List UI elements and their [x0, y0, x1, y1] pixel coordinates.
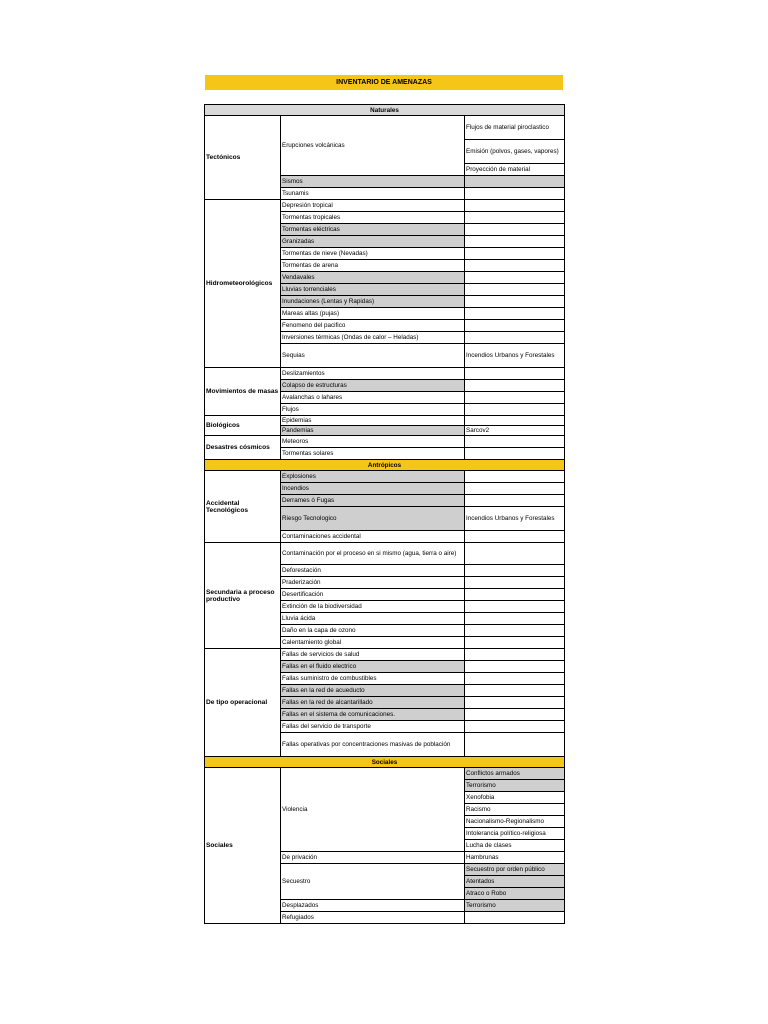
row-flujos: Flujos — [281, 404, 465, 416]
section-antropicos: Antrópicos — [205, 460, 565, 471]
cell-empty — [465, 368, 565, 380]
row-conflictos-armados: Conflictos armados — [465, 768, 565, 780]
row-incendios-urbanos: Incendios Urbanos y Forestales — [465, 344, 565, 368]
row-vendavales: Vendavales — [281, 272, 465, 284]
row-fallas-combustibles: Fallas suministro de combustibles — [281, 673, 465, 685]
cell-empty — [465, 212, 565, 224]
row-granizadas: Granizadas — [281, 236, 465, 248]
cell-empty — [465, 697, 565, 709]
cell-empty — [465, 236, 565, 248]
cell-empty — [465, 272, 565, 284]
row-desertificacion: Desertificación — [281, 589, 465, 601]
cell-empty — [465, 721, 565, 733]
row-fallas-salud: Fallas de servicios de salud — [281, 649, 465, 661]
cell-empty — [465, 320, 565, 332]
row-tormentas-tropicales: Tormentas tropicales — [281, 212, 465, 224]
cell-empty — [465, 380, 565, 392]
cell-empty — [465, 577, 565, 589]
row-tormentas-electricas: Tormentas eléctricas — [281, 224, 465, 236]
row-explosiones: Explosiones — [281, 471, 465, 483]
row-calentamiento: Calentamiento global — [281, 637, 465, 649]
cell-empty — [465, 176, 565, 188]
cell-empty — [465, 332, 565, 344]
cell-empty — [465, 188, 565, 200]
row-fallas-transporte: Fallas del servicio de transporte — [281, 721, 465, 733]
row-fallas-alcantarillado: Fallas en la red de alcantarillado — [281, 697, 465, 709]
group-desastres-cosmicos: Desastres cósmicos — [205, 436, 281, 460]
row-extincion: Extinción de la biodiversidad — [281, 601, 465, 613]
row-sismos: Sismos — [281, 176, 465, 188]
row-derrames: Derrames ó Fugas — [281, 495, 465, 507]
row-deforestacion: Deforestación — [281, 565, 465, 577]
row-incendios: Incendios — [281, 483, 465, 495]
cell-empty — [465, 673, 565, 685]
row-terrorismo-2: Terrorismo — [465, 900, 565, 912]
cell-empty — [465, 709, 565, 721]
group-movimientos-masas: Movimientos de masas — [205, 368, 281, 416]
cell-empty — [465, 912, 565, 924]
row-hambrunas: Hambrunas — [465, 852, 565, 864]
cell-empty — [465, 733, 565, 757]
cell-empty — [465, 649, 565, 661]
document-title: INVENTARIO DE AMENAZAS — [205, 75, 563, 90]
row-meteoros: Meteoros — [281, 436, 465, 448]
row-riesgo-tecnologico: Riesgo Tecnologico — [281, 507, 465, 531]
cell-empty — [465, 661, 565, 673]
row-depresion: Depresión tropical — [281, 200, 465, 212]
group-sociales: Sociales — [205, 768, 281, 924]
cell-empty — [465, 625, 565, 637]
row-inundaciones: Inundaciones (Lentas y Rapidas) — [281, 296, 465, 308]
row-emision: Emisión (polvos, gases, vapores) — [465, 140, 565, 164]
row-atentados: Atentados — [465, 876, 565, 888]
section-sociales: Sociales — [205, 757, 565, 768]
row-privacion: De privación — [281, 852, 465, 864]
cell-empty — [465, 224, 565, 236]
row-sarcov2: Sarcov2 — [465, 426, 565, 436]
cell-empty — [465, 685, 565, 697]
row-lluvia-acida: Lluvia ácida — [281, 613, 465, 625]
cell-empty — [465, 436, 565, 448]
cell-empty — [465, 531, 565, 543]
row-fenomeno: Fenomeno del pacifico — [281, 320, 465, 332]
cell-empty — [465, 296, 565, 308]
row-contaminaciones: Contaminaciones accidental — [281, 531, 465, 543]
threat-inventory-table — [204, 104, 565, 924]
row-mareas: Mareas altas (pujas) — [281, 308, 465, 320]
row-fallas-fluido: Fallas en el fluido electrico — [281, 661, 465, 673]
cell-empty — [465, 404, 565, 416]
row-fallas-comunicaciones: Fallas en el sistema de comunicaciones. — [281, 709, 465, 721]
row-colapso: Colapso de estructuras — [281, 380, 465, 392]
row-nacionalismo: Nacionalismo-Regionalismo — [465, 816, 565, 828]
row-avalanchas: Avalanchas o lahares — [281, 392, 465, 404]
row-racismo: Racismo — [465, 804, 565, 816]
group-tectonicos: Tectónicos — [205, 116, 281, 200]
cell-empty — [465, 637, 565, 649]
cell-empty — [465, 308, 565, 320]
row-desplazados: Desplazados — [281, 900, 465, 912]
cell-empty — [465, 200, 565, 212]
group-hidrometeorologicos: Hidrometeorológicos — [205, 200, 281, 368]
section-naturales: Naturales — [205, 105, 565, 116]
row-tormentas-solares: Tormentas solares — [281, 448, 465, 460]
row-flujos-piroclastico: Flujos de material piroclastico — [465, 116, 565, 140]
row-pandemias: Pandemias — [281, 426, 465, 436]
cell-empty — [465, 483, 565, 495]
row-violencia: Violencia — [281, 768, 465, 852]
cell-empty — [465, 248, 565, 260]
group-biologicos: Biológicos — [205, 416, 281, 436]
cell-empty — [465, 565, 565, 577]
cell-empty — [465, 284, 565, 296]
group-tipo-operacional: De tipo operacional — [205, 649, 281, 757]
cell-empty — [465, 260, 565, 272]
row-tormentas-arena: Tormentas de arena — [281, 260, 465, 272]
row-refugiados: Refugiados — [281, 912, 465, 924]
row-deslizamientos: Deslizamientos — [281, 368, 465, 380]
row-proyeccion: Proyección de material — [465, 164, 565, 176]
row-intolerancia: Intolerancia político-religiosa — [465, 828, 565, 840]
cell-empty — [465, 613, 565, 625]
cell-empty — [465, 589, 565, 601]
row-lluvias: Lluvias torrenciales — [281, 284, 465, 296]
cell-empty — [465, 448, 565, 460]
row-tormentas-nieve: Tormentas de nieve (Nevadas) — [281, 248, 465, 260]
cell-empty — [465, 416, 565, 426]
cell-empty — [465, 601, 565, 613]
row-secuestro-orden-publico: Secuestro por orden público — [465, 864, 565, 876]
group-secundaria: Secundaria a proceso productivo — [205, 543, 281, 649]
row-secuestro: Secuestro — [281, 864, 465, 900]
row-praderizacion: Praderización — [281, 577, 465, 589]
row-fallas-acueducto: Fallas en la red de acueducto — [281, 685, 465, 697]
row-fallas-concentraciones: Fallas operativas por concentraciones masivas de población — [281, 733, 465, 757]
row-sequias: Sequias — [281, 344, 465, 368]
cell-empty — [465, 471, 565, 483]
row-atraco: Atraco o Robo — [465, 888, 565, 900]
row-terrorismo: Terrorismo — [465, 780, 565, 792]
group-accidental-tecnologicos: Accidental Tecnológicos — [205, 471, 281, 543]
cell-empty — [465, 392, 565, 404]
row-inversiones: Inversiones térmicas (Ondas de calor – Heladas) — [281, 332, 465, 344]
row-capa-ozono: Daño en la capa de ozono — [281, 625, 465, 637]
cell-empty — [465, 495, 565, 507]
row-xenofobia: Xenofobia — [465, 792, 565, 804]
row-epidemias: Epidemias — [281, 416, 465, 426]
row-tsunamis: Tsunamis — [281, 188, 465, 200]
row-erupciones: Erupciones volcánicas — [281, 116, 465, 176]
row-incendios-urbanos-2: Incendios Urbanos y Forestales — [465, 507, 565, 531]
row-contaminacion-proceso: Contaminación por el proceso en si mismo (agua, tierra o aire) — [281, 543, 465, 565]
cell-empty — [465, 543, 565, 565]
row-lucha-clases: Lucha de clases — [465, 840, 565, 852]
